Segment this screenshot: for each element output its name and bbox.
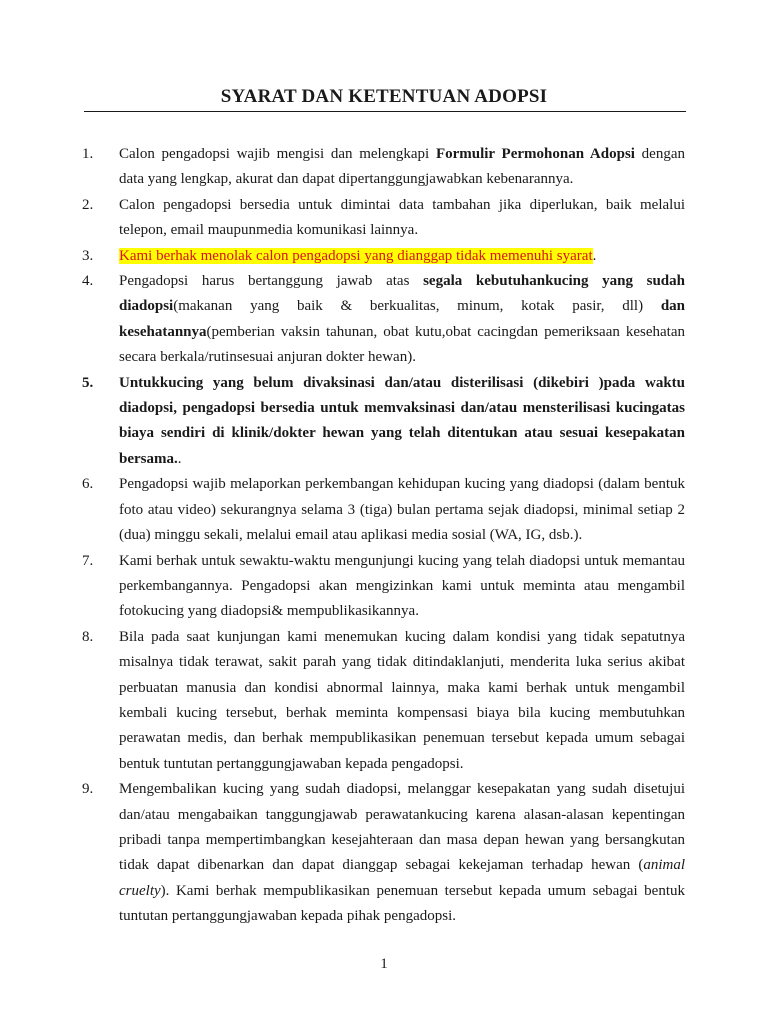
list-item [0, 371, 768, 473]
text-segment: Kami berhak untuk sewaktu-waktu mengunjungi kucing yang telah diadopsi untuk memantau perkembangannya. Pengadopsi akan mengizinkan kami untuk meminta atau mengambil fotokucing yang diadopsi& mempublikasikannya. [119, 552, 685, 620]
text-segment: segala kebutuhankucing yang sudah diadopsi [119, 273, 685, 315]
list-item-text [119, 244, 685, 269]
list-item [0, 193, 768, 244]
text-segment: . [177, 450, 182, 467]
list-item-text [119, 142, 685, 193]
list-item-number: 3. [82, 247, 94, 264]
list-item-number: 6. [82, 476, 94, 493]
text-segment: (pemberian vaksin tahunan, obat kutu,obat cacingdan pemeriksaan kesehatan secara berkala/rutinsesuai anjuran dokter hewan). [119, 323, 685, 366]
list-item-number: 7. [82, 552, 94, 569]
text-segment: Calon pengadopsi bersedia untuk dimintai data tambahan jika diperlukan, baik melalui telepon, email maupunmedia komunikasi lainnya. [119, 196, 685, 239]
list-item-text [119, 777, 685, 929]
text-segment: dan kesehatannya [119, 298, 685, 340]
list-item-text [119, 193, 685, 244]
text-segment: animal cruelty [119, 857, 685, 899]
list-item [0, 549, 768, 625]
text-segment: Bila pada saat kunjungan kami menemukan kucing dalam kondisi yang tidak sepatutnya misalnya tidak terawat, sakit parah yang tidak ditindaklanjuti, menderita luka serius akibat perbuatan manusia dan kondisi abnormal lainnya, maka kami berhak untuk mengambil kembali kucing tersebut, berhak meminta kompensasi biaya bila kucing membutuhkan perawatan medis, dan berhak mempublikasikan penemuan tersebut kepada umum sebagai bentuk tuntutan pertanggungjawaban kepada pengadopsi. [119, 628, 685, 772]
page-number: 1 [380, 956, 388, 972]
title-underline [84, 111, 686, 112]
list-item [0, 142, 768, 193]
list-item-text [119, 472, 685, 548]
text-segment: Untukkucing yang belum divaksinasi dan/atau disterilisasi (dikebiri )pada waktu diadopsi, pengadopsi bersedia untuk memvaksinasi dan/atau mensterilisasi kucingatas biaya sendiri di klinik/dokter hewan yang telah ditentukan atau sesuai kesepakatan bersama. [119, 374, 685, 467]
text-segment: ). Kami berhak mempublikasikan penemuan tersebut kepada umum sebagai bentuk tuntutan pertanggungjawaban kepada pihak pengadopsi. [119, 882, 685, 925]
list-item-number: 4. [82, 273, 94, 290]
text-segment: Kami berhak menolak calon pengadopsi yang dianggap tidak memenuhi syarat [119, 247, 593, 264]
list-item [0, 244, 768, 269]
list-item-text [119, 625, 685, 777]
list-item-text [119, 549, 685, 625]
page-title: SYARAT DAN KETENTUAN ADOPSI [220, 86, 548, 107]
list-item-number: 5. [82, 374, 94, 391]
text-segment: Calon pengadopsi wajib mengisi dan melengkapi [119, 146, 436, 162]
list-item [0, 472, 768, 548]
text-segment: Formulir Permohonan Adopsi [435, 146, 635, 162]
list-item-number: 8. [82, 628, 94, 645]
list-item-number: 1. [82, 146, 94, 162]
text-segment: Pengadopsi harus bertanggung jawab atas [119, 273, 424, 290]
list-item-number: 9. [82, 781, 94, 798]
list-item-text [119, 269, 685, 371]
list-item [0, 625, 768, 777]
text-segment: (makanan yang baik & berkualitas, minum, kotak pasir, dll) [173, 298, 661, 315]
list-item [0, 777, 768, 929]
list-item-text [119, 371, 685, 473]
text-segment: . [592, 247, 597, 264]
text-segment: dengan data yang lengkap, akurat dan dapat dipertanggungjawabkan kebenarannya. [119, 146, 685, 188]
list-item-number: 2. [82, 196, 94, 213]
terms-list [0, 142, 768, 930]
list-item [0, 269, 768, 371]
text-segment: Pengadopsi wajib melaporkan perkembangan kehidupan kucing yang diadopsi (dalam bentuk foto atau video) sekurangnya selama 3 (tiga) bulan pertama sejak diadopsi, minimal setiap 2 (dua) minggu sekali, melalui email atau aplikasi media sosial (WA, IG, dsb.). [119, 476, 685, 544]
text-segment: Mengembalikan kucing yang sudah diadopsi, melanggar kesepakatan yang sudah disetujui dan/atau mengabaikan tanggungjawab perawatankucing karena alasan-alasan kepentingan pribadi tanpa mempertimbangkan kesejahteraan dan masa depan hewan yang bersangkutan tidak dapat dibenarkan dan dapat dianggap sebagai kekejaman terhadap hewan ( [119, 781, 685, 874]
